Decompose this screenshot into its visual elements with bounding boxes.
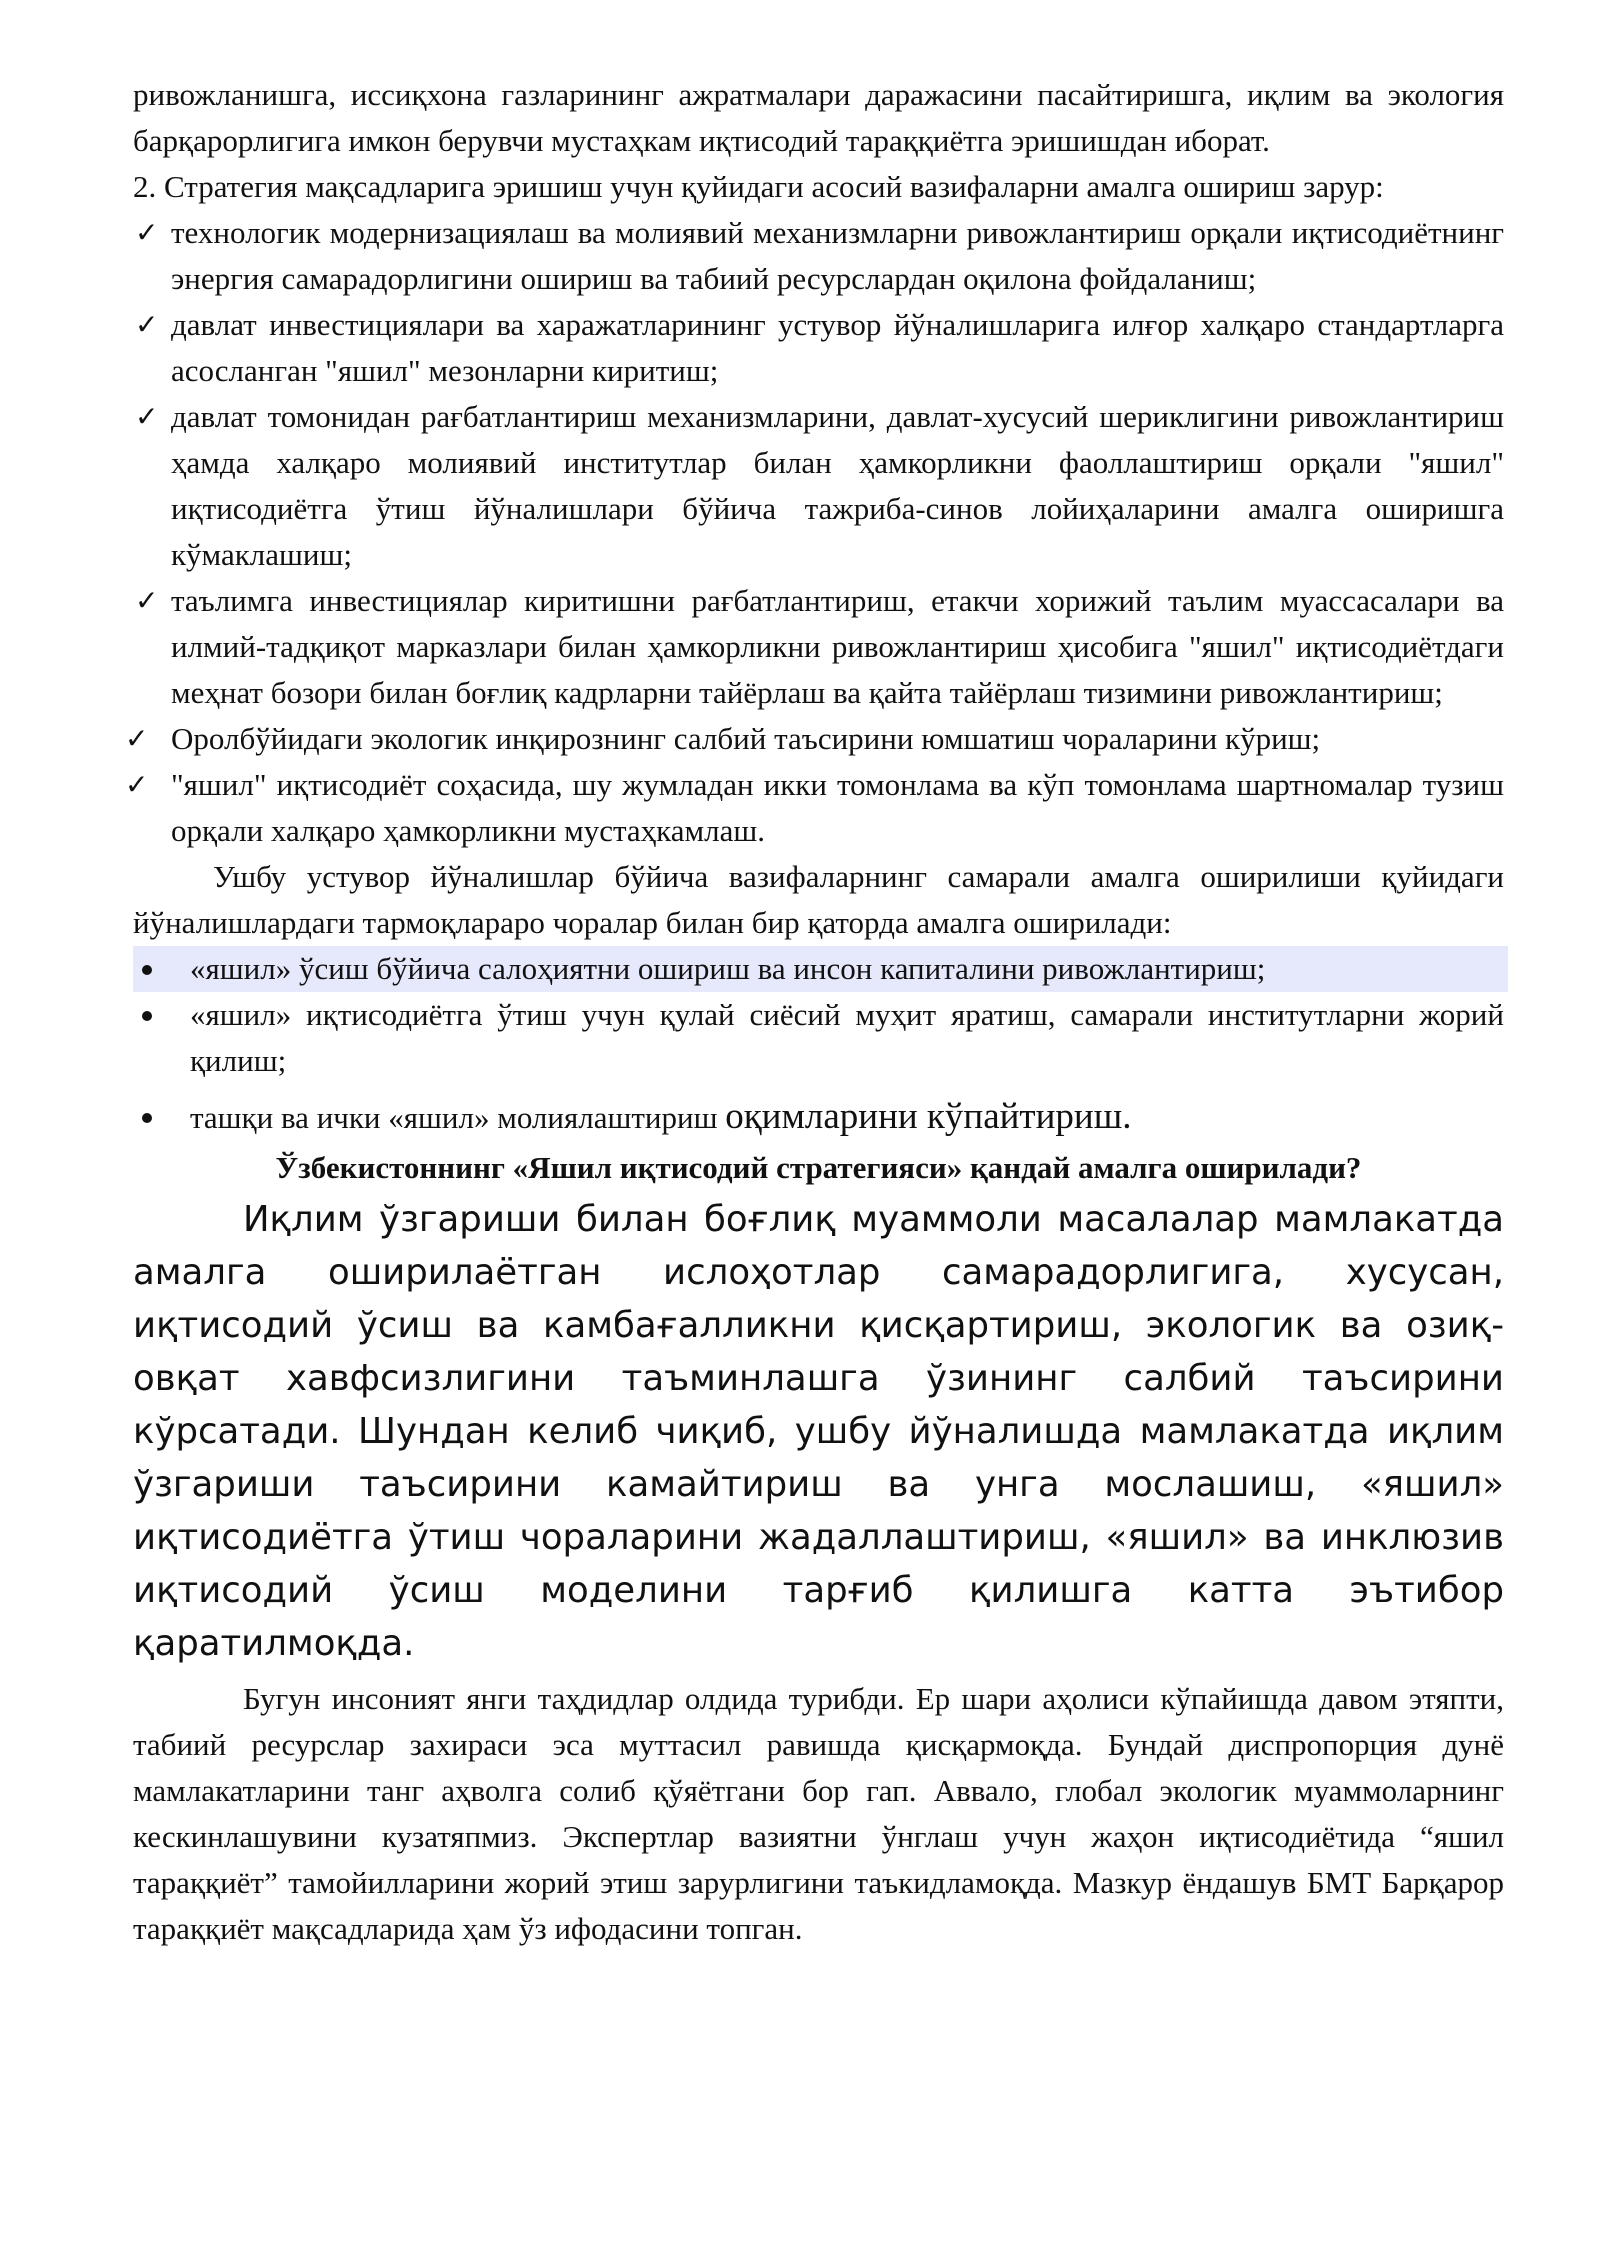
final-paragraph: Бугун инсоният янги таҳдидлар олдида турибди. Ер шари аҳолиси кўпайишда давом этяпти, табиий ресурслар захираси эса муттасил равишда қисқармоқда. Бундай диспропорция дунё мамлакатларини танг аҳволга солиб қўяётгани бор гап. Аввало, глобал экологик муаммоларнинг кескинлашувини кузатяпмиз. Экспертлар вазиятни ўнглаш учун жаҳон иқтисодиётида “яшил тараққиёт” тамойилларини жорий этиш зарурлигини таъкидламоқда. Мазкур ёндашув БМТ Барқарор тараққиёт мақсадларида ҳам ўз ифодасини топган. [133, 1681, 1504, 1946]
intro-paragraph: ривожланишга, иссиқхона газларининг ажратмалари даражасини пасайтиришга, иқлим ва экология барқарорлигига имкон берувчи мустаҳкам иқтисодий тараққиётга эришишдан иборат. [133, 77, 1504, 158]
task-item: ✓ Оролбўйидаги экологик инқирознинг салбий таъсирини юмшатиш чораларини кўриш; [133, 716, 1504, 762]
section-heading: Ўзбекистоннинг «Яшил иқтисодий стратегияси» қандай амалга оширилади? [275, 1150, 1362, 1185]
measure-item: «яшил» иқтисодиётга ўтиш учун қулай сиёсий муҳит яратиш, самарали институтларни жорий қилиш; [133, 992, 1504, 1084]
measures-intro-paragraph: Ушбу устувор йўналишлар бўйича вазифаларнинг самарали амалга оширилиши қуйидаги йўналишлардаги тармоқлараро чоралар билан бир қаторда амалга оширилади: [133, 859, 1504, 940]
bullet-icon [142, 965, 152, 975]
checkmark-icon: ✓ [135, 400, 159, 433]
measures-list [133, 946, 1504, 1141]
task-item: ✓ технологик модернизациялаш ва молиявий механизмларни ривожлантириш орқали иқтисодиётнинг энергия самарадорлигини ошириш ва табиий ресурслардан оқилона фойдаланиш; [133, 210, 1504, 302]
point-2-paragraph: 2. Стратегия мақсадларига эришиш учун қуйидаги асосий вазифаларни амалга ошириш зарур: [133, 169, 1384, 204]
checkmark-icon: ✓ [135, 584, 159, 617]
task-item: ✓ таълимга инвестициялар киритишни рағбатлантириш, етакчи хорижий таълим муассасалари ва илмий-тадқиқот марказлари билан ҳамкорликни ривожлантириш ҳисобига "яшил" иқтисодиётдаги меҳнат бозори билан боғлиқ кадрларни тайёрлаш ва қайта тайёрлаш тизимини ривожлантириш; [133, 578, 1504, 716]
task-item: ✓ давлат томонидан рағбатлантириш механизмларини, давлат-хусусий шериклигини ривожлантириш ҳамда халқаро молиявий институтлар билан ҳамкорликни фаоллаштириш орқали "яшил" иқтисодиётга ўтиш йўналишлари бўйича тажриба-синов лойиҳаларини амалга оширишга кўмаклашиш; [133, 394, 1504, 578]
measure-item: ташқи ва ички «яшил» молиялаштириш оқимларини кўпайтириш. [133, 1094, 1504, 1141]
tasks-list [125, 210, 1504, 854]
bullet-icon [142, 1011, 152, 1021]
checkmark-icon: ✓ [135, 216, 159, 249]
climate-paragraph: Иқлим ўзгариши билан боғлиқ муаммоли масалалар мамлакатда амалга оширилаётган ислоҳотлар самарадорлигига, хусусан, иқтисодий ўсиш ва камбағалликни қисқартириш, экологик ва озиқ-овқат хавфсизлигини таъминлашга ўзининг салбий таъсирини кўрсатади. Шундан келиб чиқиб, ушбу йўналишда мамлакатда иқлим ўзгариши таъсирини камайтириш ва унга мослашиш, «яшил» иқтисодиётга ўтиш чораларини жадаллаштириш, «яшил» ва инклюзив иқтисодий ўсиш моделини тарғиб қилишга катта эътибор қаратилмоқда. [133, 1199, 1504, 1664]
task-item: ✓ "яшил" иқтисодиёт соҳасида, шу жумладан икки томонлама ва кўп томонлама шартномалар тузиш орқали халқаро ҳамкорликни мустаҳкамлаш. [133, 762, 1504, 854]
checkmark-icon: ✓ [135, 308, 159, 341]
checkmark-icon: ✓ [125, 768, 149, 801]
task-item: ✓ давлат инвестициялари ва харажатларининг устувор йўналишларига илғор халқаро стандартларга асосланган "яшил" мезонларни киритиш; [133, 302, 1504, 394]
checkmark-icon: ✓ [125, 722, 149, 755]
measure-item: «яшил» ўсиш бўйича салоҳиятни ошириш ва инсон капиталини ривожлантириш; [133, 946, 1508, 992]
bullet-icon [142, 1113, 152, 1123]
